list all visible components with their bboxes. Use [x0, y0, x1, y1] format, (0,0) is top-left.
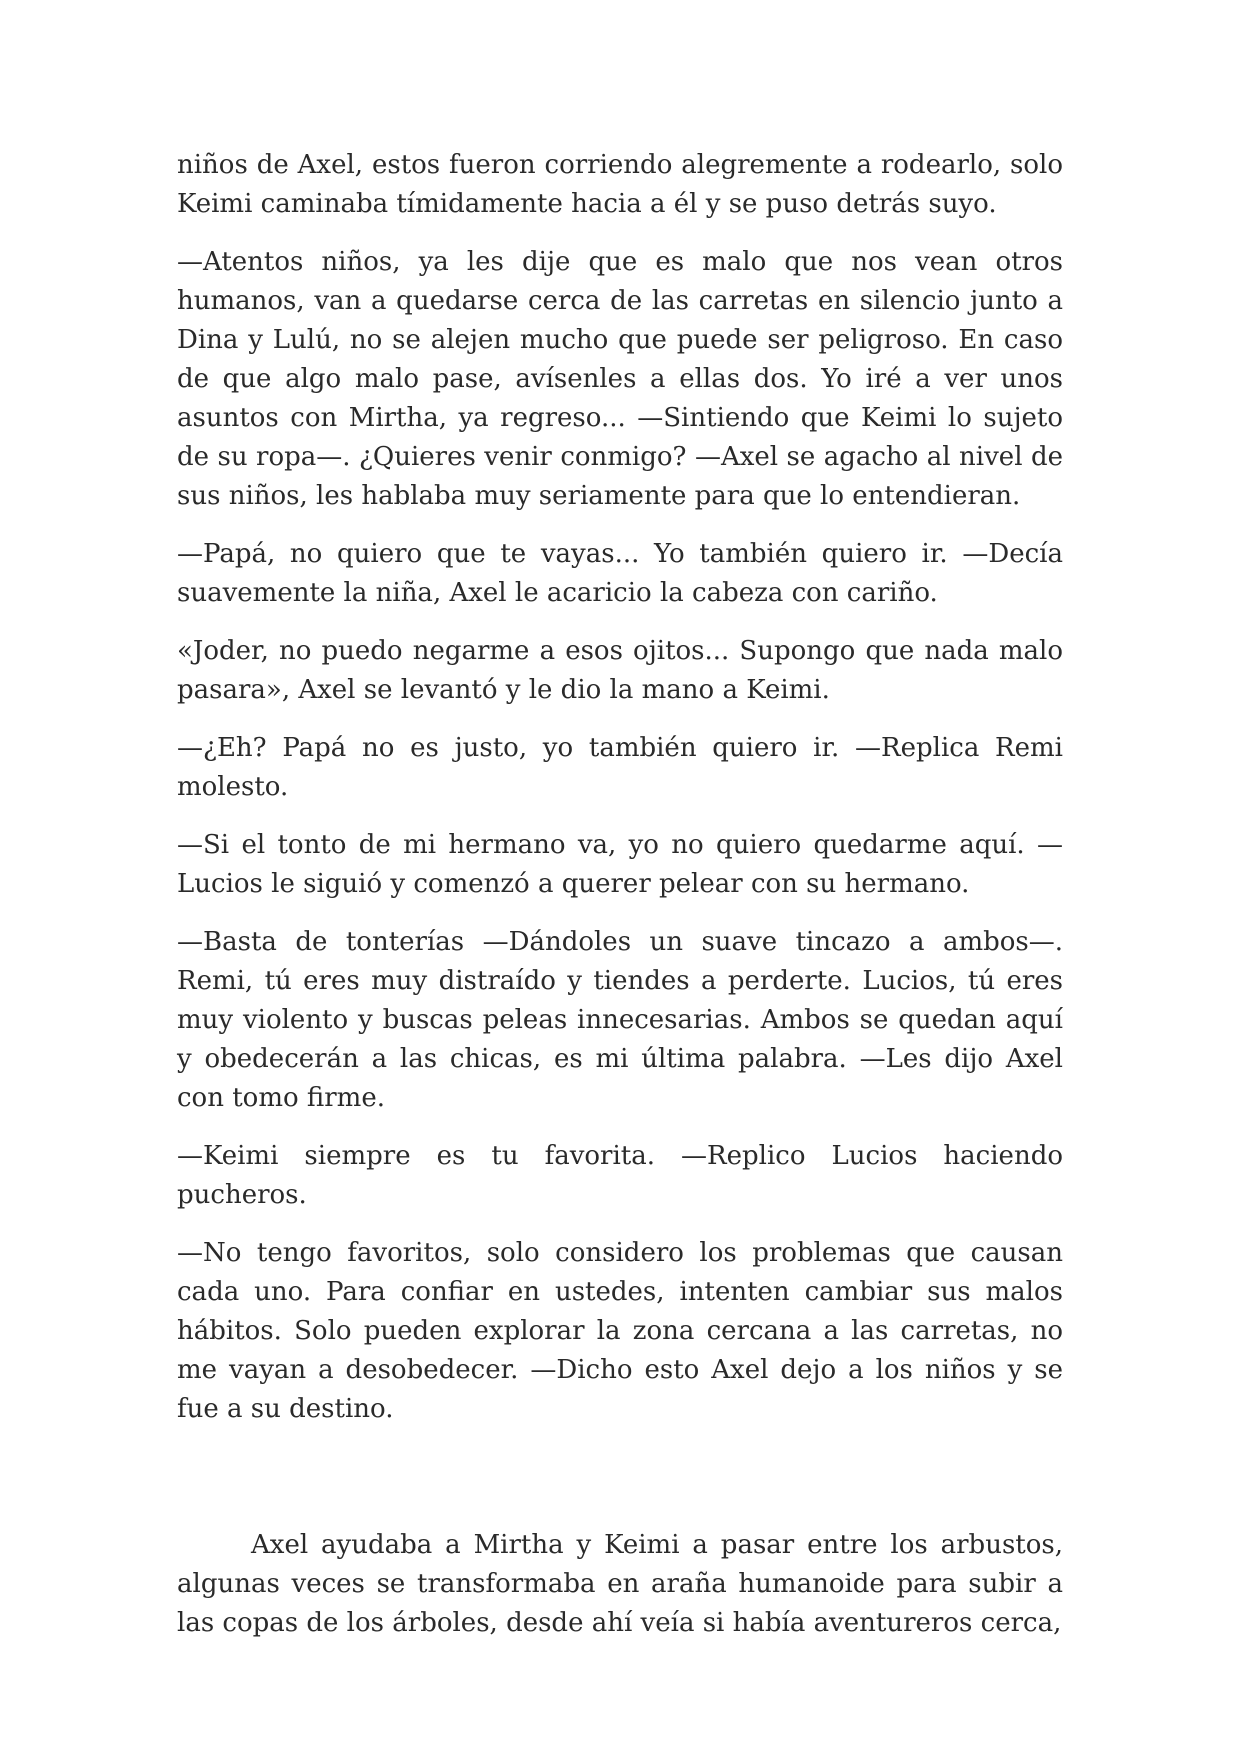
paragraph-1: niños de Axel, estos fueron corriendo alegremente a rodearlo, solo Keimi caminaba tímidamente hacia a él y se puso detrás suyo.: [177, 150, 1063, 219]
body-text: [177, 146, 1063, 1662]
paragraph-8: —Keimi siempre es tu favorita. —Replico Lucios haciendo pucheros.: [177, 1141, 1063, 1210]
paragraph-9: —No tengo favoritos, solo considero los problemas que causan cada uno. Para confiar en ustedes, intenten cambiar sus malos hábitos. Solo pueden explorar la zona cercana a las carretas, no me vayan a desobedecer. —Dicho esto Axel dejo a los niños y se fue a su destino.: [177, 1238, 1063, 1424]
paragraph-10: Axel ayudaba a Mirtha y Keimi a pasar entre los arbustos, algunas veces se transformaba en araña humanoide para subir a las copas de los árboles, desde ahí veía si había aventureros cerca,: [177, 1530, 1063, 1638]
paragraph-7: —Basta de tonterías —Dándoles un suave tincazo a ambos—. Remi, tú eres muy distraído y tiendes a perderte. Lucios, tú eres muy violento y buscas peleas innecesarias. Ambos se quedan aquí y obedecerán a las chicas, es mi última palabra. —Les dijo Axel con tomo firme.: [177, 927, 1063, 1113]
paragraph-4: «Joder, no puedo negarme a esos ojitos... Supongo que nada malo pasara», Axel se levantó y le dio la mano a Keimi.: [177, 636, 1063, 705]
paragraph-6: —Si el tonto de mi hermano va, yo no quiero quedarme aquí. —Lucios le siguió y comenzó a querer pelear con su hermano.: [177, 830, 1063, 899]
section-break: [177, 1448, 1063, 1526]
paragraph-3: —Papá, no quiero que te vayas... Yo también quiero ir. —Decía suavemente la niña, Axel le acaricio la cabeza con cariño.: [177, 539, 1063, 608]
paragraph-5: —¿Eh? Papá no es justo, yo también quiero ir. —Replica Remi molesto.: [177, 733, 1063, 802]
paragraph-2: —Atentos niños, ya les dije que es malo que nos vean otros humanos, van a quedarse cerca de las carretas en silencio junto a Dina y Lulú, no se alejen mucho que puede ser peligroso. En caso de que algo malo pase, avísenles a ellas dos. Yo iré a ver unos asuntos con Mirtha, ya regreso... —Sintiendo que Keimi lo sujeto de su ropa—. ¿Quieres venir conmigo? —Axel se agacho al nivel de sus niños, les hablaba muy seriamente para que lo entendieran.: [177, 247, 1063, 511]
